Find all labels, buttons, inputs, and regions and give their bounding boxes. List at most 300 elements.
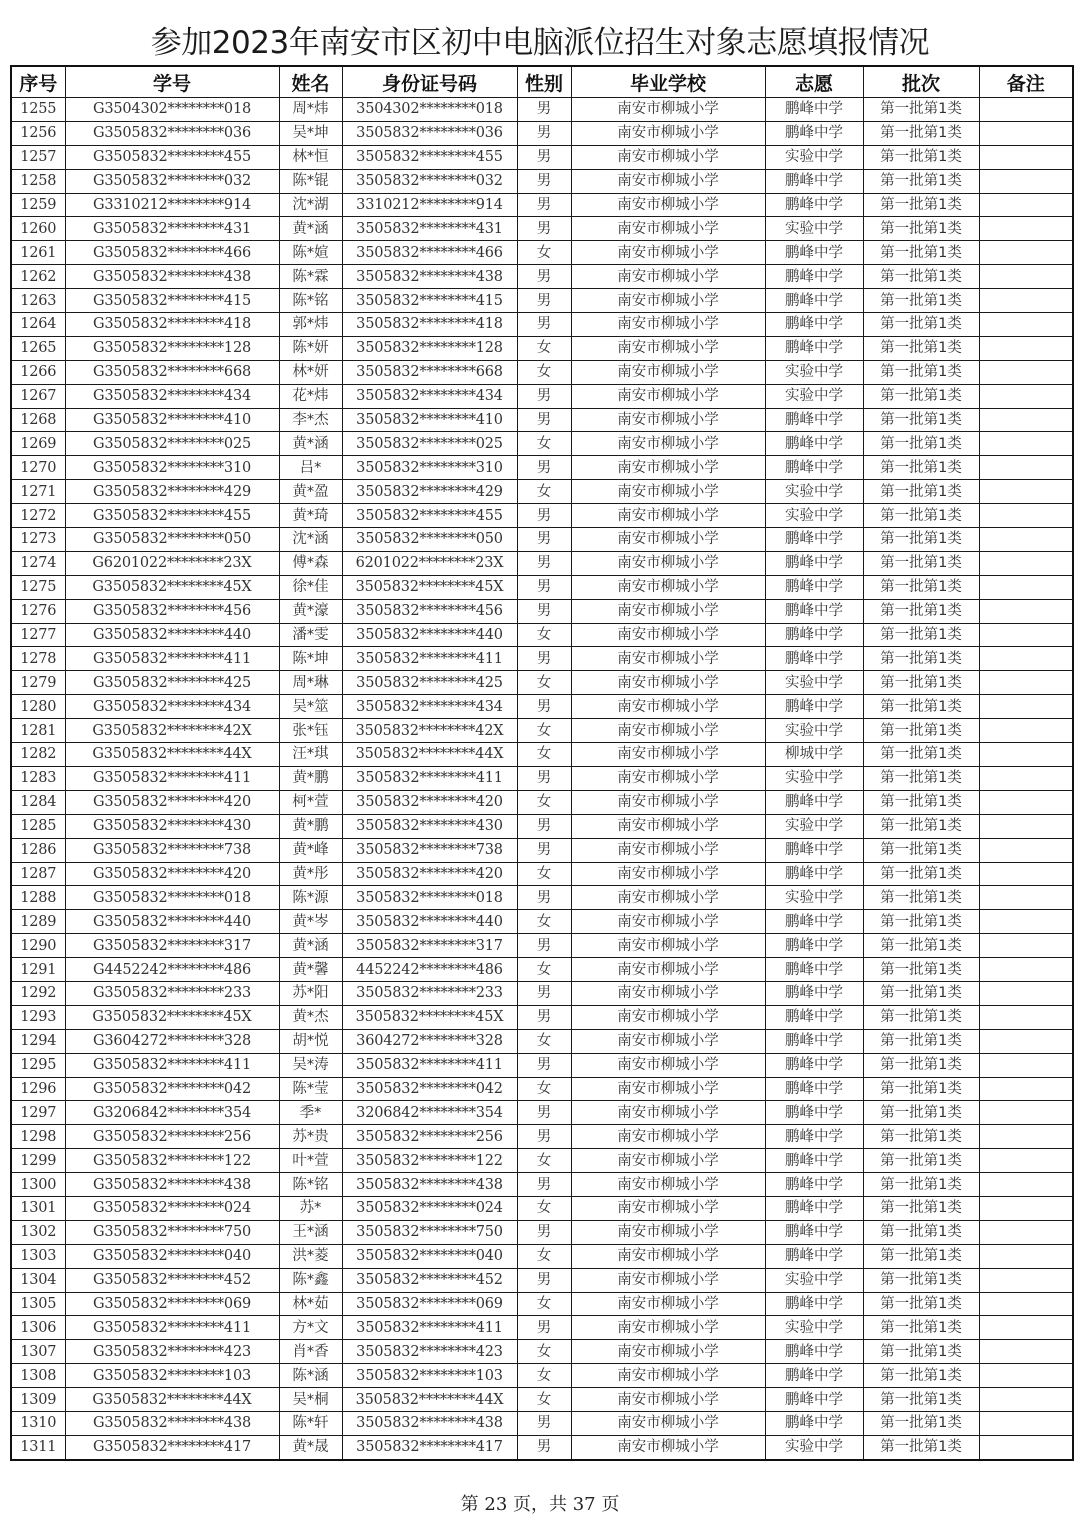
cell-batch: 第一批第1类 xyxy=(863,480,979,504)
table-row xyxy=(11,1125,1073,1149)
cell-batch: 第一批第1类 xyxy=(863,1196,979,1220)
cell-remarks xyxy=(979,313,1073,337)
cell-student-id: G3505832********024 xyxy=(65,1196,279,1220)
cell-school: 南安市柳城小学 xyxy=(571,1388,765,1412)
cell-name: 陈*鑫 xyxy=(279,1268,342,1292)
cell-gender: 男 xyxy=(517,1411,571,1435)
cell-remarks xyxy=(979,456,1073,480)
cell-id-number: 3505832********103 xyxy=(342,1364,517,1388)
cell-batch: 第一批第1类 xyxy=(863,528,979,552)
cell-name: 黄*鹏 xyxy=(279,766,342,790)
cell-student-id: G3505832********233 xyxy=(65,981,279,1005)
cell-student-id: G3505832********128 xyxy=(65,336,279,360)
table-header-row xyxy=(11,66,1073,98)
cell-seq: 1306 xyxy=(11,1316,65,1340)
cell-remarks xyxy=(979,528,1073,552)
cell-student-id: G3505832********738 xyxy=(65,838,279,862)
cell-preference: 实验中学 xyxy=(765,719,863,743)
cell-seq: 1273 xyxy=(11,528,65,552)
table-row xyxy=(11,1292,1073,1316)
table-row xyxy=(11,958,1073,982)
cell-remarks xyxy=(979,265,1073,289)
cell-batch: 第一批第1类 xyxy=(863,289,979,313)
cell-remarks xyxy=(979,1268,1073,1292)
cell-preference: 鹏峰中学 xyxy=(765,169,863,193)
cell-gender: 男 xyxy=(517,145,571,169)
cell-school: 南安市柳城小学 xyxy=(571,743,765,767)
cell-student-id: G3310212********914 xyxy=(65,193,279,217)
cell-seq: 1303 xyxy=(11,1244,65,1268)
cell-seq: 1288 xyxy=(11,886,65,910)
cell-batch: 第一批第1类 xyxy=(863,217,979,241)
cell-seq: 1286 xyxy=(11,838,65,862)
table-row xyxy=(11,432,1073,456)
cell-school: 南安市柳城小学 xyxy=(571,193,765,217)
cell-batch: 第一批第1类 xyxy=(863,814,979,838)
cell-school: 南安市柳城小学 xyxy=(571,1173,765,1197)
cell-batch: 第一批第1类 xyxy=(863,910,979,934)
cell-id-number: 3505832********233 xyxy=(342,981,517,1005)
cell-remarks xyxy=(979,934,1073,958)
cell-name: 柯*萱 xyxy=(279,790,342,814)
cell-id-number: 6201022********23X xyxy=(342,551,517,575)
cell-preference: 鹏峰中学 xyxy=(765,1029,863,1053)
cell-name: 周*琳 xyxy=(279,671,342,695)
cell-student-id: G3505832********420 xyxy=(65,862,279,886)
table-row xyxy=(11,408,1073,432)
cell-gender: 女 xyxy=(517,336,571,360)
cell-batch: 第一批第1类 xyxy=(863,241,979,265)
cell-school: 南安市柳城小学 xyxy=(571,934,765,958)
cell-gender: 男 xyxy=(517,289,571,313)
cell-name: 黄*琦 xyxy=(279,504,342,528)
table-row xyxy=(11,1149,1073,1173)
cell-id-number: 3604272********328 xyxy=(342,1029,517,1053)
cell-seq: 1291 xyxy=(11,958,65,982)
cell-name: 黄*鹏 xyxy=(279,814,342,838)
cell-id-number: 3505832********440 xyxy=(342,623,517,647)
cell-school: 南安市柳城小学 xyxy=(571,958,765,982)
table-body xyxy=(11,98,1073,1460)
cell-seq: 1261 xyxy=(11,241,65,265)
cell-batch: 第一批第1类 xyxy=(863,1268,979,1292)
cell-batch: 第一批第1类 xyxy=(863,1364,979,1388)
cell-student-id: G3206842********354 xyxy=(65,1101,279,1125)
cell-name: 黄*涵 xyxy=(279,432,342,456)
cell-name: 黄*峰 xyxy=(279,838,342,862)
cell-remarks xyxy=(979,981,1073,1005)
cell-name: 周*炜 xyxy=(279,98,342,122)
cell-gender: 女 xyxy=(517,743,571,767)
cell-gender: 男 xyxy=(517,1316,571,1340)
cell-student-id: G3505832********256 xyxy=(65,1125,279,1149)
cell-school: 南安市柳城小学 xyxy=(571,384,765,408)
cell-school: 南安市柳城小学 xyxy=(571,647,765,671)
cell-school: 南安市柳城小学 xyxy=(571,121,765,145)
table-row xyxy=(11,1268,1073,1292)
roster-table xyxy=(10,65,1074,1461)
cell-batch: 第一批第1类 xyxy=(863,862,979,886)
cell-batch: 第一批第1类 xyxy=(863,647,979,671)
cell-seq: 1294 xyxy=(11,1029,65,1053)
cell-gender: 男 xyxy=(517,121,571,145)
cell-name: 苏*贵 xyxy=(279,1125,342,1149)
cell-id-number: 3505832********438 xyxy=(342,265,517,289)
cell-batch: 第一批第1类 xyxy=(863,98,979,122)
cell-seq: 1299 xyxy=(11,1149,65,1173)
cell-remarks xyxy=(979,575,1073,599)
cell-name: 陈*轩 xyxy=(279,1411,342,1435)
page-number: 第 23 页，共 37 页 xyxy=(460,1494,620,1515)
cell-gender: 男 xyxy=(517,456,571,480)
cell-school: 南安市柳城小学 xyxy=(571,1411,765,1435)
cell-gender: 女 xyxy=(517,1340,571,1364)
cell-school: 南安市柳城小学 xyxy=(571,575,765,599)
cell-name: 黄*彤 xyxy=(279,862,342,886)
cell-remarks xyxy=(979,551,1073,575)
cell-seq: 1269 xyxy=(11,432,65,456)
cell-batch: 第一批第1类 xyxy=(863,1173,979,1197)
cell-batch: 第一批第1类 xyxy=(863,1388,979,1412)
cell-remarks xyxy=(979,408,1073,432)
cell-preference: 鹏峰中学 xyxy=(765,981,863,1005)
cell-seq: 1283 xyxy=(11,766,65,790)
cell-school: 南安市柳城小学 xyxy=(571,623,765,647)
cell-remarks xyxy=(979,1125,1073,1149)
cell-student-id: G3505832********415 xyxy=(65,289,279,313)
cell-seq: 1280 xyxy=(11,695,65,719)
cell-student-id: G3505832********042 xyxy=(65,1077,279,1101)
cell-name: 陈*莹 xyxy=(279,1077,342,1101)
cell-remarks xyxy=(979,241,1073,265)
cell-gender: 男 xyxy=(517,551,571,575)
cell-name: 洪*菱 xyxy=(279,1244,342,1268)
cell-remarks xyxy=(979,193,1073,217)
cell-preference: 鹏峰中学 xyxy=(765,647,863,671)
cell-school: 南安市柳城小学 xyxy=(571,981,765,1005)
cell-name: 林*妍 xyxy=(279,360,342,384)
cell-remarks xyxy=(979,1220,1073,1244)
table-row xyxy=(11,360,1073,384)
cell-gender: 女 xyxy=(517,1244,571,1268)
cell-name: 吴*桐 xyxy=(279,1388,342,1412)
cell-remarks xyxy=(979,145,1073,169)
cell-remarks xyxy=(979,1364,1073,1388)
cell-name: 陈*妍 xyxy=(279,336,342,360)
cell-gender: 男 xyxy=(517,384,571,408)
cell-student-id: G3505832********040 xyxy=(65,1244,279,1268)
cell-seq: 1267 xyxy=(11,384,65,408)
cell-student-id: G3505832********411 xyxy=(65,766,279,790)
cell-student-id: G3504302********018 xyxy=(65,98,279,122)
cell-preference: 鹏峰中学 xyxy=(765,575,863,599)
cell-preference: 鹏峰中学 xyxy=(765,193,863,217)
cell-seq: 1301 xyxy=(11,1196,65,1220)
cell-student-id: G3505832********025 xyxy=(65,432,279,456)
cell-remarks xyxy=(979,910,1073,934)
cell-gender: 女 xyxy=(517,719,571,743)
cell-seq: 1310 xyxy=(11,1411,65,1435)
cell-name: 苏* xyxy=(279,1196,342,1220)
cell-school: 南安市柳城小学 xyxy=(571,217,765,241)
cell-id-number: 3505832********44X xyxy=(342,743,517,767)
cell-seq: 1290 xyxy=(11,934,65,958)
cell-school: 南安市柳城小学 xyxy=(571,1220,765,1244)
cell-school: 南安市柳城小学 xyxy=(571,1053,765,1077)
cell-seq: 1295 xyxy=(11,1053,65,1077)
cell-batch: 第一批第1类 xyxy=(863,360,979,384)
cell-remarks xyxy=(979,1173,1073,1197)
cell-id-number: 3505832********42X xyxy=(342,719,517,743)
cell-preference: 鹏峰中学 xyxy=(765,289,863,313)
cell-id-number: 3505832********036 xyxy=(342,121,517,145)
cell-preference: 鹏峰中学 xyxy=(765,408,863,432)
cell-student-id: G3505832********434 xyxy=(65,695,279,719)
table-row xyxy=(11,169,1073,193)
cell-id-number: 3505832********455 xyxy=(342,145,517,169)
cell-preference: 鹏峰中学 xyxy=(765,98,863,122)
cell-preference: 实验中学 xyxy=(765,217,863,241)
cell-gender: 女 xyxy=(517,862,571,886)
cell-school: 南安市柳城小学 xyxy=(571,1149,765,1173)
table-row xyxy=(11,265,1073,289)
cell-school: 南安市柳城小学 xyxy=(571,480,765,504)
cell-id-number: 3505832********069 xyxy=(342,1292,517,1316)
cell-gender: 女 xyxy=(517,1149,571,1173)
table-row xyxy=(11,647,1073,671)
cell-preference: 实验中学 xyxy=(765,766,863,790)
table-row xyxy=(11,1340,1073,1364)
cell-preference: 实验中学 xyxy=(765,814,863,838)
cell-remarks xyxy=(979,1077,1073,1101)
cell-seq: 1271 xyxy=(11,480,65,504)
table-row xyxy=(11,241,1073,265)
cell-batch: 第一批第1类 xyxy=(863,1292,979,1316)
cell-batch: 第一批第1类 xyxy=(863,193,979,217)
cell-batch: 第一批第1类 xyxy=(863,575,979,599)
cell-gender: 男 xyxy=(517,265,571,289)
cell-preference: 实验中学 xyxy=(765,886,863,910)
cell-batch: 第一批第1类 xyxy=(863,719,979,743)
table-row xyxy=(11,145,1073,169)
table-row xyxy=(11,814,1073,838)
cell-seq: 1258 xyxy=(11,169,65,193)
table-row xyxy=(11,1435,1073,1459)
cell-school: 南安市柳城小学 xyxy=(571,169,765,193)
cell-name: 潘*雯 xyxy=(279,623,342,647)
cell-batch: 第一批第1类 xyxy=(863,838,979,862)
cell-batch: 第一批第1类 xyxy=(863,934,979,958)
cell-name: 陈*坤 xyxy=(279,647,342,671)
cell-gender: 男 xyxy=(517,647,571,671)
cell-preference: 鹏峰中学 xyxy=(765,313,863,337)
cell-student-id: G3505832********455 xyxy=(65,504,279,528)
cell-name: 黄*馨 xyxy=(279,958,342,982)
table-row xyxy=(11,1053,1073,1077)
cell-seq: 1265 xyxy=(11,336,65,360)
cell-preference: 鹏峰中学 xyxy=(765,1101,863,1125)
table-row xyxy=(11,1388,1073,1412)
cell-student-id: G3505832********456 xyxy=(65,599,279,623)
cell-gender: 女 xyxy=(517,1077,571,1101)
cell-preference: 鹏峰中学 xyxy=(765,695,863,719)
cell-name: 林*茹 xyxy=(279,1292,342,1316)
cell-remarks xyxy=(979,814,1073,838)
cell-preference: 鹏峰中学 xyxy=(765,1125,863,1149)
cell-gender: 男 xyxy=(517,313,571,337)
cell-batch: 第一批第1类 xyxy=(863,121,979,145)
cell-batch: 第一批第1类 xyxy=(863,1005,979,1029)
cell-school: 南安市柳城小学 xyxy=(571,766,765,790)
cell-student-id: G3505832********410 xyxy=(65,408,279,432)
cell-id-number: 3505832********45X xyxy=(342,1005,517,1029)
cell-remarks xyxy=(979,98,1073,122)
cell-student-id: G3505832********069 xyxy=(65,1292,279,1316)
cell-school: 南安市柳城小学 xyxy=(571,360,765,384)
cell-seq: 1309 xyxy=(11,1388,65,1412)
cell-student-id: G3505832********122 xyxy=(65,1149,279,1173)
cell-batch: 第一批第1类 xyxy=(863,1220,979,1244)
cell-school: 南安市柳城小学 xyxy=(571,1077,765,1101)
cell-preference: 实验中学 xyxy=(765,504,863,528)
cell-name: 吴*坤 xyxy=(279,121,342,145)
cell-preference: 鹏峰中学 xyxy=(765,336,863,360)
cell-seq: 1292 xyxy=(11,981,65,1005)
cell-remarks xyxy=(979,599,1073,623)
cell-remarks xyxy=(979,432,1073,456)
cell-id-number: 3505832********668 xyxy=(342,360,517,384)
table-row xyxy=(11,1173,1073,1197)
table-row xyxy=(11,671,1073,695)
cell-student-id: G3505832********429 xyxy=(65,480,279,504)
cell-school: 南安市柳城小学 xyxy=(571,1029,765,1053)
cell-school: 南安市柳城小学 xyxy=(571,910,765,934)
cell-remarks xyxy=(979,1149,1073,1173)
cell-preference: 鹏峰中学 xyxy=(765,1340,863,1364)
cell-preference: 鹏峰中学 xyxy=(765,1364,863,1388)
cell-student-id: G3505832********466 xyxy=(65,241,279,265)
cell-name: 花*炜 xyxy=(279,384,342,408)
cell-name: 陈*媗 xyxy=(279,241,342,265)
table-row xyxy=(11,1220,1073,1244)
cell-remarks xyxy=(979,623,1073,647)
cell-gender: 女 xyxy=(517,671,571,695)
cell-student-id: G3505832********438 xyxy=(65,1411,279,1435)
cell-gender: 男 xyxy=(517,1125,571,1149)
cell-name: 黄*岑 xyxy=(279,910,342,934)
table-row xyxy=(11,313,1073,337)
cell-name: 陈*锟 xyxy=(279,169,342,193)
cell-gender: 男 xyxy=(517,1220,571,1244)
cell-id-number: 3505832********032 xyxy=(342,169,517,193)
cell-id-number: 3505832********431 xyxy=(342,217,517,241)
cell-preference: 鹏峰中学 xyxy=(765,1173,863,1197)
cell-student-id: G3505832********44X xyxy=(65,743,279,767)
cell-gender: 男 xyxy=(517,838,571,862)
cell-seq: 1263 xyxy=(11,289,65,313)
cell-seq: 1311 xyxy=(11,1435,65,1459)
cell-preference: 鹏峰中学 xyxy=(765,934,863,958)
cell-preference: 鹏峰中学 xyxy=(765,1053,863,1077)
table-row xyxy=(11,1411,1073,1435)
cell-batch: 第一批第1类 xyxy=(863,551,979,575)
cell-school: 南安市柳城小学 xyxy=(571,432,765,456)
cell-id-number: 3505832********415 xyxy=(342,289,517,313)
col-header-preference: 志愿 xyxy=(765,66,863,98)
cell-batch: 第一批第1类 xyxy=(863,695,979,719)
cell-id-number: 3505832********429 xyxy=(342,480,517,504)
cell-student-id: G3505832********455 xyxy=(65,145,279,169)
cell-batch: 第一批第1类 xyxy=(863,432,979,456)
cell-seq: 1266 xyxy=(11,360,65,384)
cell-batch: 第一批第1类 xyxy=(863,145,979,169)
cell-id-number: 3505832********440 xyxy=(342,910,517,934)
cell-id-number: 3505832********310 xyxy=(342,456,517,480)
cell-student-id: G3505832********440 xyxy=(65,910,279,934)
cell-batch: 第一批第1类 xyxy=(863,1029,979,1053)
cell-id-number: 3505832********417 xyxy=(342,1435,517,1459)
cell-school: 南安市柳城小学 xyxy=(571,1005,765,1029)
cell-gender: 男 xyxy=(517,504,571,528)
cell-student-id: G3505832********417 xyxy=(65,1435,279,1459)
cell-name: 黄*杰 xyxy=(279,1005,342,1029)
cell-student-id: G3505832********411 xyxy=(65,1053,279,1077)
col-header-batch: 批次 xyxy=(863,66,979,98)
table-row xyxy=(11,193,1073,217)
cell-name: 季* xyxy=(279,1101,342,1125)
cell-batch: 第一批第1类 xyxy=(863,766,979,790)
cell-batch: 第一批第1类 xyxy=(863,1125,979,1149)
cell-seq: 1268 xyxy=(11,408,65,432)
cell-batch: 第一批第1类 xyxy=(863,623,979,647)
table-row xyxy=(11,910,1073,934)
cell-seq: 1281 xyxy=(11,719,65,743)
col-header-graduated-school: 毕业学校 xyxy=(571,66,765,98)
cell-preference: 鹏峰中学 xyxy=(765,1077,863,1101)
table-row xyxy=(11,766,1073,790)
cell-name: 王*涵 xyxy=(279,1220,342,1244)
cell-seq: 1279 xyxy=(11,671,65,695)
cell-student-id: G3505832********750 xyxy=(65,1220,279,1244)
table-row xyxy=(11,551,1073,575)
cell-id-number: 3505832********434 xyxy=(342,695,517,719)
cell-batch: 第一批第1类 xyxy=(863,1149,979,1173)
cell-preference: 柳城中学 xyxy=(765,743,863,767)
table-row xyxy=(11,1316,1073,1340)
cell-batch: 第一批第1类 xyxy=(863,1053,979,1077)
cell-remarks xyxy=(979,862,1073,886)
cell-school: 南安市柳城小学 xyxy=(571,862,765,886)
cell-student-id: G6201022********23X xyxy=(65,551,279,575)
cell-preference: 实验中学 xyxy=(765,671,863,695)
cell-seq: 1285 xyxy=(11,814,65,838)
cell-remarks xyxy=(979,743,1073,767)
cell-student-id: G3505832********45X xyxy=(65,1005,279,1029)
cell-student-id: G3505832********310 xyxy=(65,456,279,480)
cell-preference: 鹏峰中学 xyxy=(765,121,863,145)
cell-batch: 第一批第1类 xyxy=(863,886,979,910)
cell-school: 南安市柳城小学 xyxy=(571,289,765,313)
cell-seq: 1274 xyxy=(11,551,65,575)
cell-id-number: 3505832********434 xyxy=(342,384,517,408)
table-row xyxy=(11,336,1073,360)
cell-preference: 实验中学 xyxy=(765,360,863,384)
col-header-id-number: 身份证号码 xyxy=(342,66,517,98)
cell-student-id: G3505832********420 xyxy=(65,790,279,814)
cell-seq: 1260 xyxy=(11,217,65,241)
cell-seq: 1304 xyxy=(11,1268,65,1292)
cell-name: 沈*湖 xyxy=(279,193,342,217)
